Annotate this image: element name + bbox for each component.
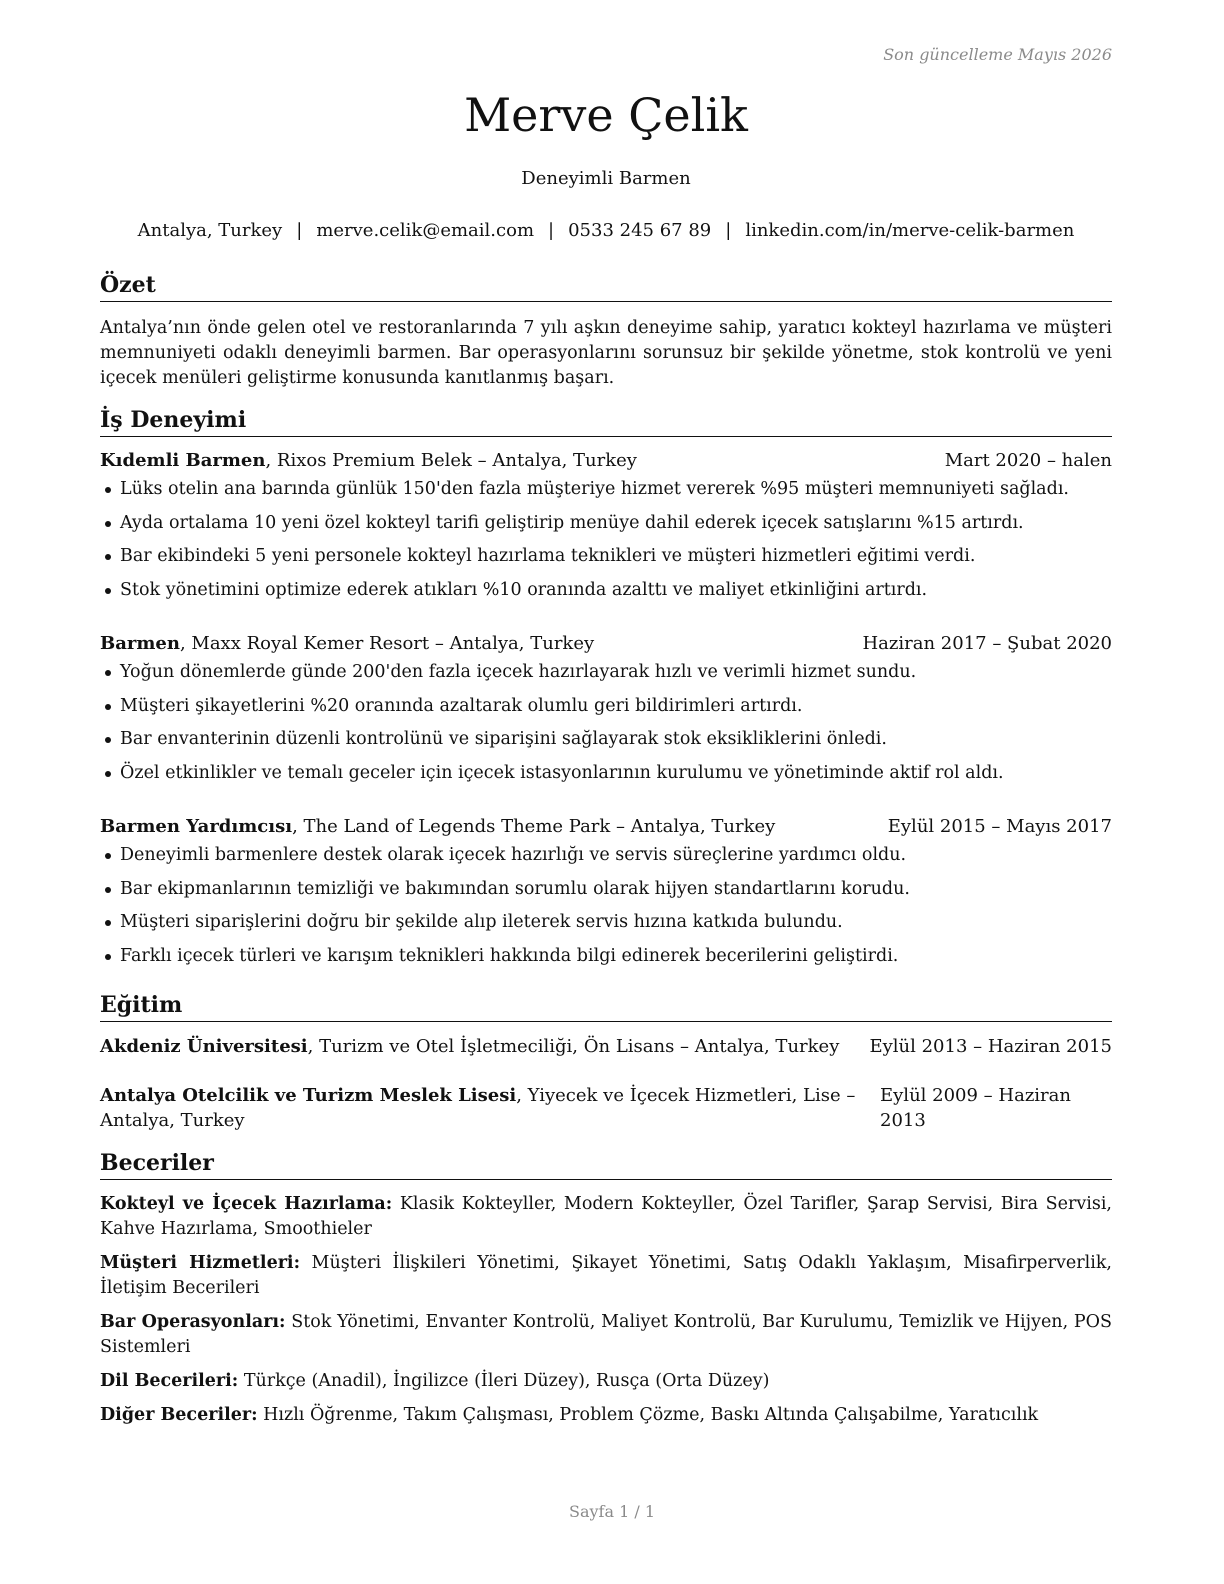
education-school-detail xyxy=(100,1083,880,1133)
skill-text: Türkçe (Anadil), İngilizce (İleri Düzey), Rusça (Orta Düzey) xyxy=(238,1371,770,1391)
education-school-detail xyxy=(100,1034,839,1059)
bullet-item: Yoğun dönemlerde günde 200'den fazla içecek hazırlayarak hızlı ve verimli hizmet sundu. xyxy=(100,660,1112,684)
job-role-place xyxy=(100,815,775,839)
skill-label: Müşteri Hizmetleri: xyxy=(100,1253,301,1273)
contact-phone[interactable]: 0533 245 67 89 xyxy=(568,220,712,241)
skill-text: Hızlı Öğrenme, Takım Çalışması, Problem Çözme, Baskı Altında Çalışabilme, Yaratıcılık xyxy=(257,1405,1039,1425)
separator: | xyxy=(548,220,555,241)
skills-section xyxy=(100,1148,1112,1180)
job-header xyxy=(100,815,1112,839)
bullet-item: Ayda ortalama 10 yeni özel kokteyl tarifi geliştirip menüye dahil ederek içecek satışlarını %15 artırdı. xyxy=(100,511,1112,535)
bullet-item: Müşteri siparişlerini doğru bir şekilde alıp ileterek servis hızına katkıda bulundu. xyxy=(100,910,1112,934)
job-header xyxy=(100,632,1112,656)
page-number: Sayfa 1 / 1 xyxy=(568,1502,655,1521)
skill-label: Kokteyl ve İçecek Hazırlama: xyxy=(100,1194,393,1214)
education-school: Akdeniz Üniversitesi xyxy=(100,1036,308,1057)
education-dates: Eylül 2009 – Haziran 2013 xyxy=(880,1085,1071,1131)
bullet-item: Müşteri şikayetlerini %20 oranında azaltarak olumlu geri bildirimleri artırdı. xyxy=(100,694,1112,718)
contact-location: Antalya, Turkey xyxy=(137,220,283,241)
job-role: Barmen Yardımcısı xyxy=(100,816,293,837)
job-entry xyxy=(100,815,1112,977)
education-entry xyxy=(100,1083,1112,1133)
person-name: Merve Çelik xyxy=(464,88,748,142)
contact-email[interactable]: merve.celik@email.com xyxy=(316,220,535,241)
bullet-item: Lüks otelin ana barında günlük 150'den fazla müşteriye hizmet vererek %95 müşteri memnuniyeti sağladı. xyxy=(100,477,1112,501)
contact-line xyxy=(100,220,1112,241)
job-role-place xyxy=(100,449,637,473)
job-place: , Maxx Royal Kemer Resort – Antalya, Turkey xyxy=(179,633,595,654)
skill-text: Stok Yönetimi, Envanter Kontrolü, Maliyet Kontrolü, Bar Kurulumu, Temizlik ve Hijyen, POS Sistemleri xyxy=(100,1312,1112,1357)
skill-row xyxy=(100,1403,1112,1428)
separator: | xyxy=(725,220,732,241)
education-section xyxy=(100,990,1112,1022)
bullet-item: Farklı içecek türleri ve karışım teknikleri hakkında bilgi edinerek becerilerini geliştirdi. xyxy=(100,944,1112,968)
job-role: Barmen xyxy=(100,633,180,654)
skill-label: Diğer Beceriler: xyxy=(100,1405,258,1425)
job-title: Deneyimli Barmen xyxy=(521,168,691,189)
section-title: Beceriler xyxy=(100,1148,1112,1180)
education-entry xyxy=(100,1034,1112,1059)
skill-row xyxy=(100,1369,1112,1394)
job-dates: Eylül 2015 – Mayıs 2017 xyxy=(887,816,1112,837)
section-title: Eğitim xyxy=(100,990,1112,1022)
education-dates: Eylül 2013 – Haziran 2015 xyxy=(869,1036,1112,1057)
bullet-item: Bar envanterinin düzenli kontrolünü ve siparişini sağlayarak stok eksikliklerini önledi. xyxy=(100,727,1112,751)
skill-row xyxy=(100,1310,1112,1360)
bullet-item: Stok yönetimini optimize ederek atıkları %10 oranında azalttı ve maliyet etkinliğini artırdı. xyxy=(100,578,1112,602)
job-place: , Rixos Premium Belek – Antalya, Turkey xyxy=(265,450,637,471)
job-place: , The Land of Legends Theme Park – Antalya, Turkey xyxy=(292,816,776,837)
experience-section xyxy=(100,405,1112,437)
skill-text: Müşteri İlişkileri Yönetimi, Şikayet Yönetimi, Satış Odaklı Yaklaşım, Misafirperverlik, İletişim Becerileri xyxy=(100,1253,1112,1298)
education-school: Antalya Otelcilik ve Turizm Meslek Lisesi xyxy=(100,1085,517,1106)
job-header xyxy=(100,449,1112,473)
job-entry xyxy=(100,449,1112,611)
skill-row xyxy=(100,1251,1112,1301)
job-role: Kıdemli Barmen xyxy=(100,450,266,471)
bullet-item: Bar ekipmanlarının temizliği ve bakımından sorumlu olarak hijyen standartlarını korudu. xyxy=(100,877,1112,901)
summary-text: Antalya’nın önde gelen otel ve restoranlarında 7 yılı aşkın deneyime sahip, yaratıcı kokteyl hazırlama ve müşteri memnuniyeti odaklı deneyimli barmen. Bar operasyonlarını sorunsuz bir şekilde yönetme, stok kontrolü ve yeni içecek menüleri geliştirme konusunda kanıtlanmış başarı. xyxy=(100,318,1112,388)
job-role-place xyxy=(100,632,594,656)
job-dates: Mart 2020 – halen xyxy=(944,450,1112,471)
section-title: Özet xyxy=(100,270,1112,302)
bullet-item: Deneyimli barmenlere destek olarak içecek hazırlığı ve servis süreçlerine yardımcı oldu. xyxy=(100,843,1112,867)
education-detail: , Yiyecek ve İçecek Hizmetleri, Lise – Antalya, Turkey xyxy=(100,1085,856,1131)
job-bullets xyxy=(100,477,1112,602)
skill-text: Klasik Kokteyller, Modern Kokteyller, Özel Tarifler, Şarap Servisi, Bira Servisi, Kahve Hazırlama, Smoothieler xyxy=(100,1194,1112,1239)
contact-linkedin[interactable]: linkedin.com/in/merve-celik-barmen xyxy=(745,220,1075,241)
skill-label: Bar Operasyonları: xyxy=(100,1312,286,1332)
bullet-item: Özel etkinlikler ve temalı geceler için içecek istasyonlarının kurulumu ve yönetiminde aktif rol aldı. xyxy=(100,761,1112,785)
skills-list xyxy=(100,1192,1112,1437)
job-bullets xyxy=(100,660,1112,785)
summary-section xyxy=(100,270,1112,391)
last-updated: Son güncelleme Mayıs 2026 xyxy=(883,45,1112,64)
section-title: İş Deneyimi xyxy=(100,405,1112,437)
job-dates: Haziran 2017 – Şubat 2020 xyxy=(862,633,1112,654)
bullet-item: Bar ekibindeki 5 yeni personele kokteyl hazırlama teknikleri ve müşteri hizmetleri eğitimi verdi. xyxy=(100,544,1112,568)
separator: | xyxy=(296,220,303,241)
job-bullets xyxy=(100,843,1112,968)
skill-row xyxy=(100,1192,1112,1242)
skill-label: Dil Becerileri: xyxy=(100,1371,239,1391)
job-entry xyxy=(100,632,1112,794)
education-detail: , Turizm ve Otel İşletmeciliği, Ön Lisans – Antalya, Turkey xyxy=(307,1036,840,1057)
